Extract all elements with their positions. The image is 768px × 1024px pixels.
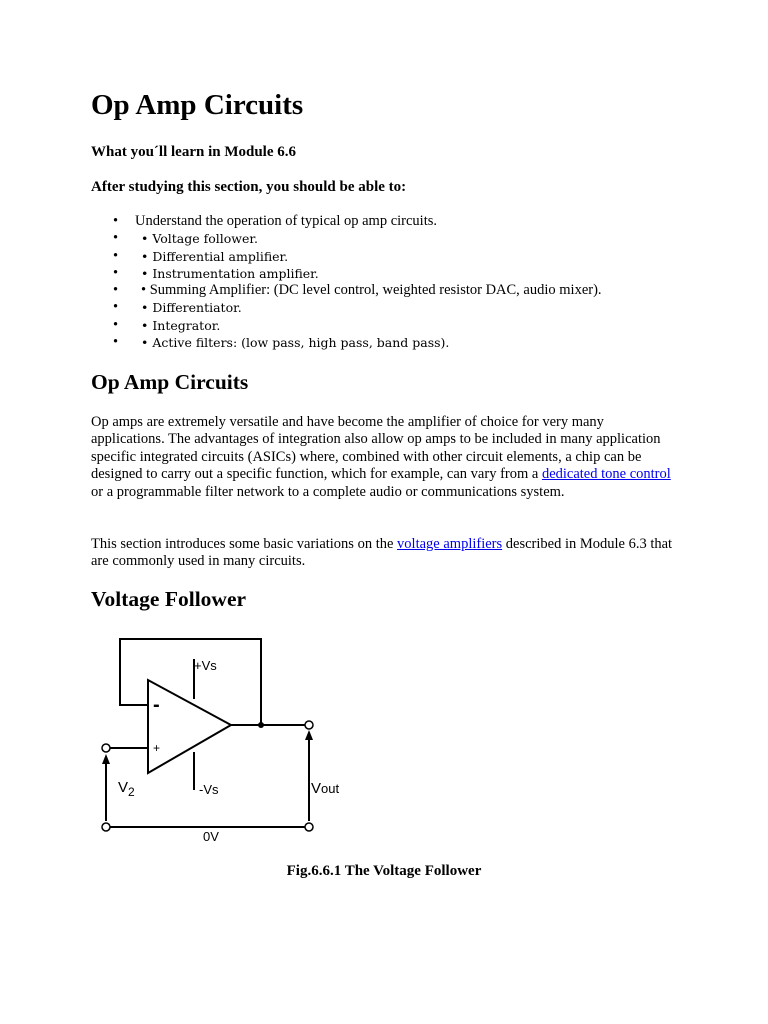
- bullet: •: [113, 264, 119, 281]
- bullet: •: [113, 299, 119, 316]
- positive-supply-label: +Vs: [194, 658, 217, 673]
- ground-terminal-right: [305, 823, 313, 831]
- objectives-list: [91, 213, 691, 351]
- circuit-diagram: [96, 628, 356, 848]
- junction-dot: [258, 722, 264, 728]
- figure-caption: Fig.6.6.1 The Voltage Follower: [286, 863, 482, 879]
- op-amp-triangle: [148, 680, 231, 773]
- learn-heading: What you´ll learn in Module 6.6: [91, 144, 297, 160]
- non-inverting-input-sign: +: [153, 741, 161, 755]
- input-terminal: [102, 744, 110, 752]
- vout-label: Vout: [311, 780, 340, 797]
- feedback-wire: [120, 639, 261, 725]
- bullet: •: [113, 316, 119, 333]
- list-item: • • Voltage follower.: [113, 230, 258, 247]
- bullet: •: [113, 230, 119, 247]
- paragraph-variations: This section introduces some basic variations on the voltage amplifiers described in Module 6.3 that are commonly used in many circuits.: [91, 536, 673, 570]
- output-terminal: [305, 721, 313, 729]
- v2-label: $V_2$: [118, 779, 135, 799]
- voltage-amplifiers-link[interactable]: voltage amplifiers: [397, 536, 503, 552]
- list-item: • • Active filters: (low pass, high pass, band pass).: [113, 334, 450, 351]
- section-heading-op-amp-circuits: Op Amp Circuits: [91, 370, 249, 394]
- bullet: •: [113, 213, 119, 229]
- bullet: •: [113, 334, 119, 351]
- bullet: •: [113, 247, 119, 264]
- voltage-follower-diagram: [96, 628, 356, 853]
- v2-arrowhead: [102, 754, 110, 764]
- list-item: • • Differential amplifier.: [113, 247, 289, 264]
- dedicated-tone-control-link[interactable]: dedicated tone control: [541, 466, 671, 483]
- list-item: • Understand the operation of typical op amp circuits.: [113, 213, 437, 229]
- negative-supply-label: -Vs: [199, 782, 219, 797]
- list-item: • • Summing Amplifier: (DC level control, weighted resistor DAC, audio mixer).: [113, 282, 602, 299]
- section-heading-voltage-follower: Voltage Follower: [91, 587, 247, 611]
- lead-text: After studying this section, you should be able to:: [91, 179, 407, 195]
- page-title: Op Amp Circuits: [91, 89, 304, 121]
- ground-terminal-left: [102, 823, 110, 831]
- inverting-input-sign: -: [153, 694, 160, 716]
- vout-arrowhead: [305, 730, 313, 740]
- list-item: • • Integrator.: [113, 316, 221, 333]
- paragraph-intro: Op amps are extremely versatile and have become the amplifier of choice for very many applications. The advantages of integration also allow op amps to be included in many application specific integrated circuits (ASICs) where, combined with other circuit elements, a chip can be designed to carry out a specific function, which for example, can vary from a dedicated tone control or a programmable filter network to a complete audio or communications system.: [91, 414, 671, 500]
- list-item: • • Differentiator.: [113, 299, 242, 316]
- bullet: •: [113, 282, 119, 299]
- list-item: • • Instrumentation amplifier.: [113, 264, 319, 281]
- ground-label: 0V: [203, 829, 219, 844]
